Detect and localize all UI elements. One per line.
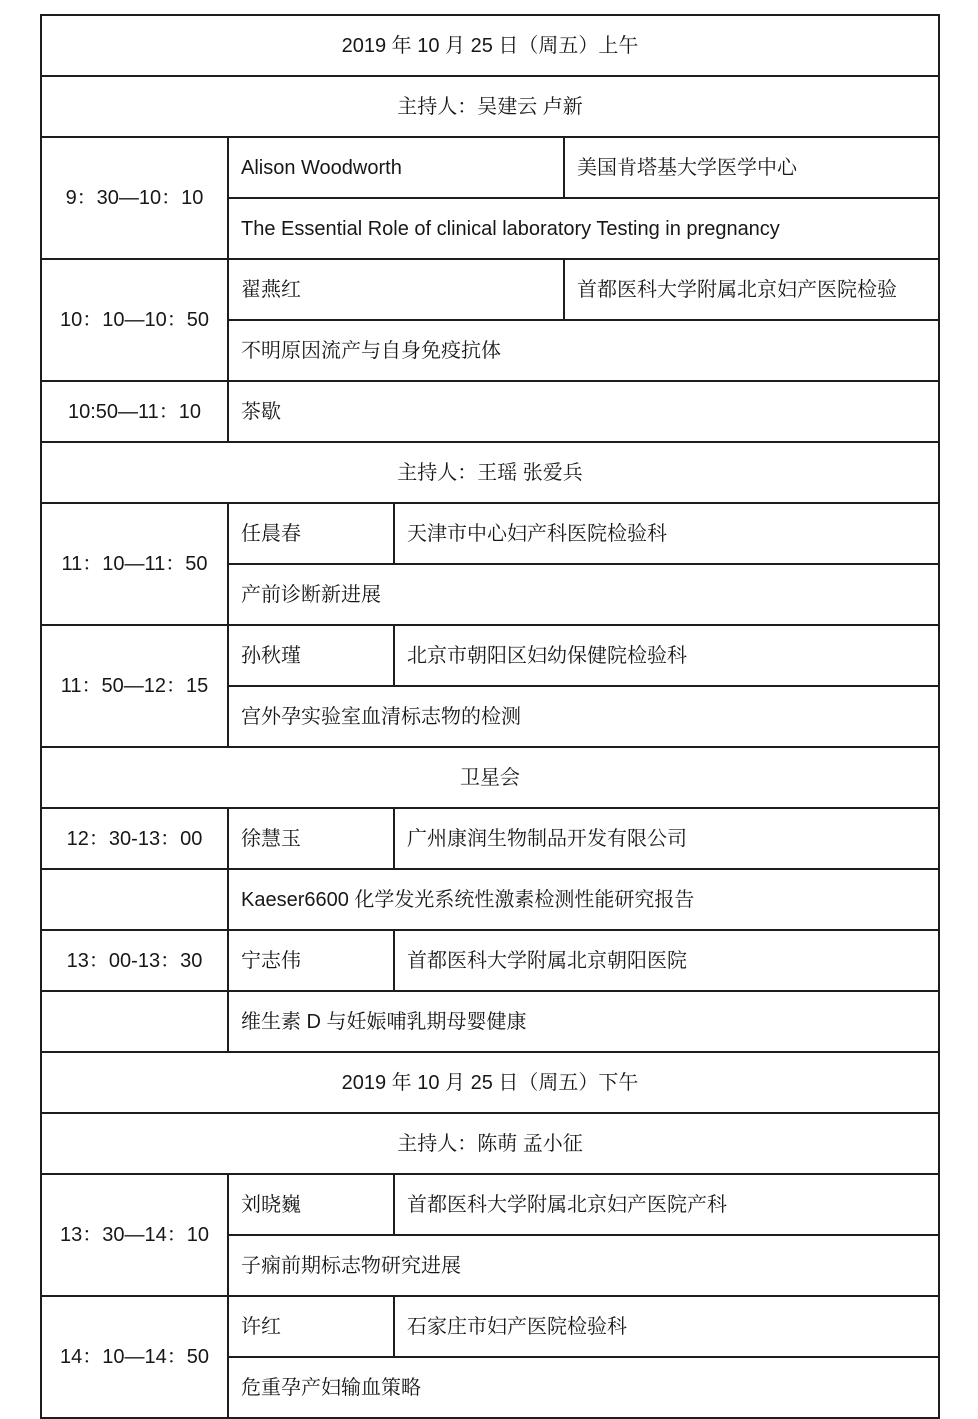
talk-title-xu-huiyu: Kaeser6600 化学发光系统性激素检测性能研究报告: [228, 869, 939, 930]
affiliation-liu-xiaowei: 首都医科大学附属北京妇产医院产科: [394, 1174, 939, 1235]
affiliation-zhai-yanhong: 首都医科大学附属北京妇产医院检验: [564, 259, 939, 320]
moderators-pm: 主持人：陈萌 孟小征: [41, 1113, 939, 1174]
affiliation-ning-zhiwei: 首都医科大学附属北京朝阳医院: [394, 930, 939, 991]
empty-time-cell-2: [41, 991, 228, 1052]
speaker-ren-chenchun: 任晨春: [228, 503, 394, 564]
affiliation-xu-hong: 石家庄市妇产医院检验科: [394, 1296, 939, 1357]
date-header-pm: 2019 年 10 月 25 日（周五）下午: [41, 1052, 939, 1113]
talk-title-zhai-yanhong: 不明原因流产与自身免疫抗体: [228, 320, 939, 381]
talk-title-alison-woodworth: The Essential Role of clinical laboratory Testing in pregnancy: [228, 198, 939, 259]
time-cell-1110-1150: 11：10—11：50: [41, 503, 228, 625]
satellite-session-header: 卫星会: [41, 747, 939, 808]
tea-break-cell: 茶歇: [228, 381, 939, 442]
moderators-am-session1: 主持人：吴建云 卢新: [41, 76, 939, 137]
talk-title-xu-hong: 危重孕产妇输血策略: [228, 1357, 939, 1418]
affiliation-alison-woodworth: 美国肯塔基大学医学中心: [564, 137, 939, 198]
time-cell-1230-1300: 12：30-13：00: [41, 808, 228, 869]
time-cell-1150-1215: 11：50—12：15: [41, 625, 228, 747]
time-cell-0930-1010: 9：30—10：10: [41, 137, 228, 259]
conference-schedule-table: [40, 14, 940, 1419]
time-cell-1050-1110: 10:50—11：10: [41, 381, 228, 442]
talk-title-ning-zhiwei: 维生素 D 与妊娠哺乳期母婴健康: [228, 991, 939, 1052]
speaker-xu-hong: 许红: [228, 1296, 394, 1357]
affiliation-ren-chenchun: 天津市中心妇产科医院检验科: [394, 503, 939, 564]
moderators-am-session2: 主持人：王瑶 张爱兵: [41, 442, 939, 503]
affiliation-xu-huiyu: 广州康润生物制品开发有限公司: [394, 808, 939, 869]
talk-title-sun-qiujin: 宫外孕实验室血清标志物的检测: [228, 686, 939, 747]
time-cell-1410-1450: 14：10—14：50: [41, 1296, 228, 1418]
time-cell-1300-1330: 13：00-13：30: [41, 930, 228, 991]
talk-title-ren-chenchun: 产前诊断新进展: [228, 564, 939, 625]
talk-title-liu-xiaowei: 子痫前期标志物研究进展: [228, 1235, 939, 1296]
empty-time-cell-1: [41, 869, 228, 930]
time-cell-1330-1410: 13：30—14：10: [41, 1174, 228, 1296]
time-cell-1010-1050: 10：10—10：50: [41, 259, 228, 381]
date-header-am: 2019 年 10 月 25 日（周五）上午: [41, 15, 939, 76]
speaker-xu-huiyu: 徐慧玉: [228, 808, 394, 869]
speaker-liu-xiaowei: 刘晓巍: [228, 1174, 394, 1235]
affiliation-sun-qiujin: 北京市朝阳区妇幼保健院检验科: [394, 625, 939, 686]
speaker-zhai-yanhong: 翟燕红: [228, 259, 564, 320]
speaker-alison-woodworth: Alison Woodworth: [228, 137, 564, 198]
speaker-ning-zhiwei: 宁志伟: [228, 930, 394, 991]
speaker-sun-qiujin: 孙秋瑾: [228, 625, 394, 686]
